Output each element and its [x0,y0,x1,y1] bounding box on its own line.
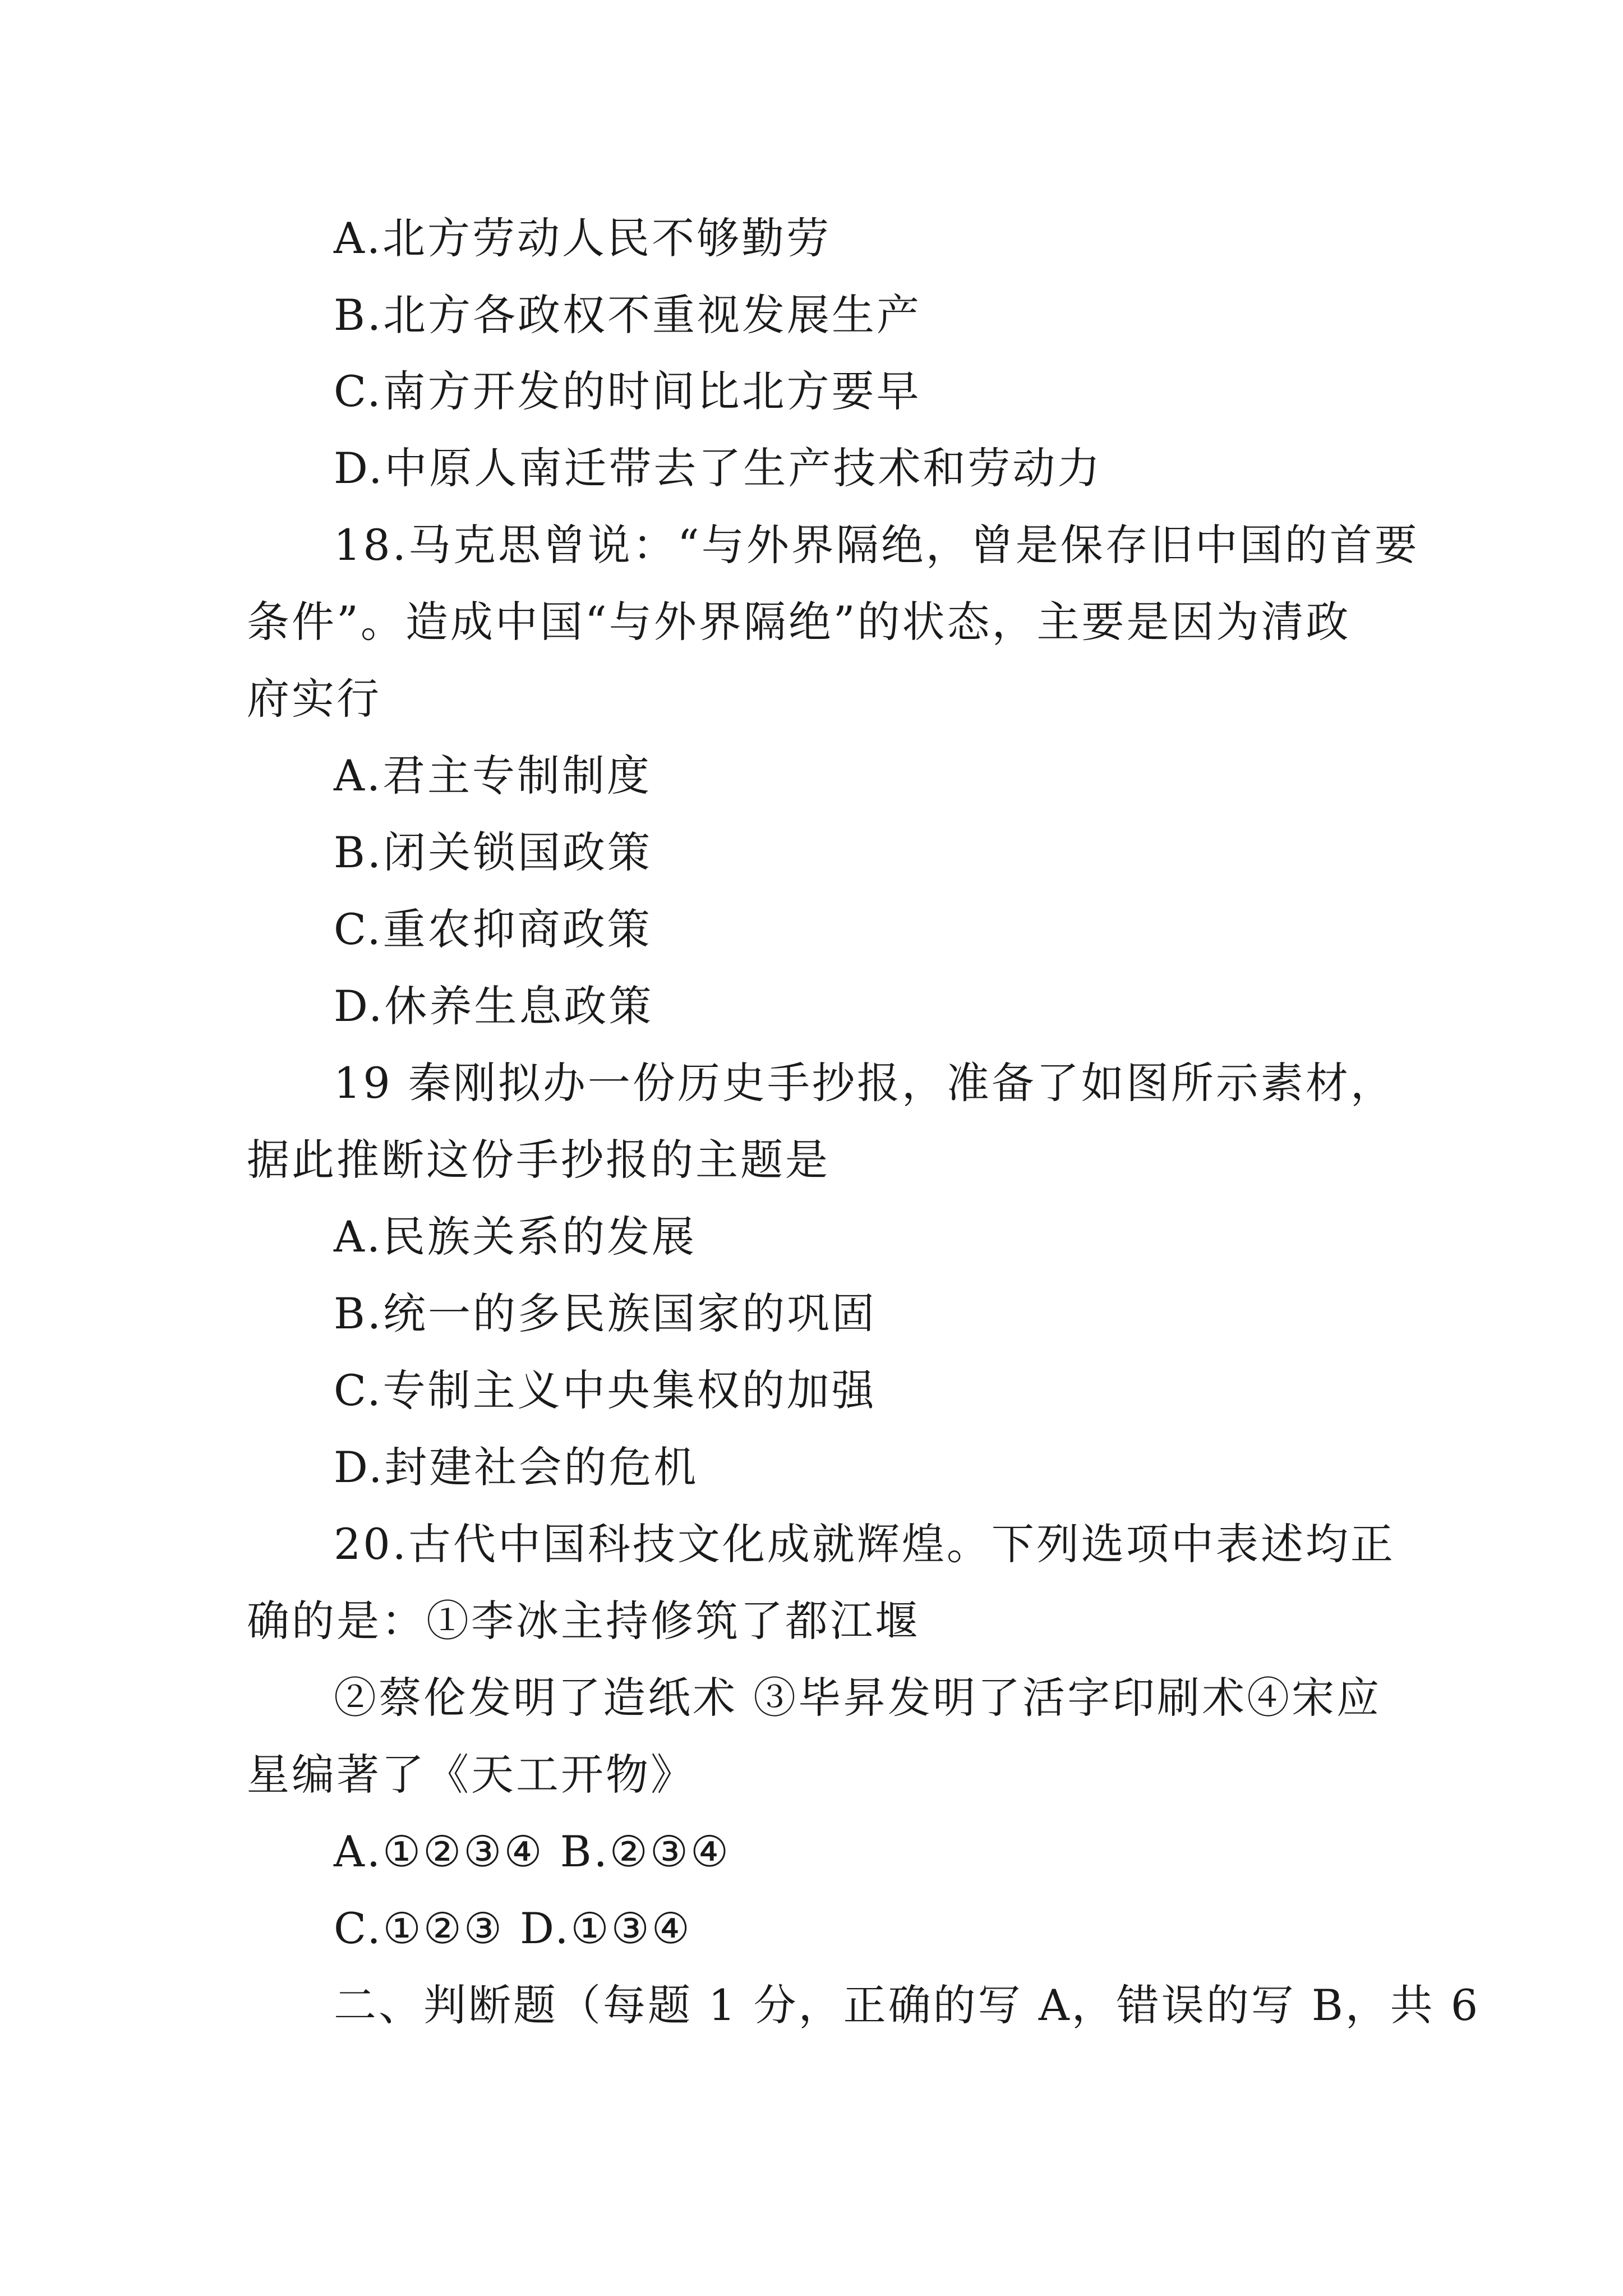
q19-option-c: C.专制主义中央集权的加强 [334,1365,877,1415]
q20-stem-line-2: 确的是：①李冰主持修筑了都江堰 [247,1596,920,1646]
q17-option-b: B.北方各政权不重视发展生产 [334,290,922,340]
q18-stem-line-3: 府实行 [247,674,381,724]
q17-option-a: A.北方劳动人民不够勤劳 [334,213,832,263]
q18-option-d: D.休养生息政策 [334,981,654,1031]
q18-stem-line-1: 18.马克思曾说：“与外界隔绝，曾是保存旧中国的首要 [334,520,1419,570]
q19-stem-line-2: 据此推断这份手抄报的主题是 [247,1135,830,1185]
q20-stem-line-3: ②蔡伦发明了造纸术 ③毕昇发明了活字印刷术④宋应 [334,1673,1382,1723]
q20-stem-line-4: 星编著了《天工开物》 [247,1750,695,1800]
q19-option-a: A.民族关系的发展 [334,1212,697,1262]
q18-option-c: C.重农抑商政策 [334,904,652,954]
q18-option-b: B.闭关锁国政策 [334,827,653,877]
q19-option-b: B.统一的多民族国家的巩固 [334,1289,877,1338]
q20-options-row-2: C.①②③ D.①③④ [334,1903,692,1953]
q18-option-a: A.君主专制制度 [334,751,652,800]
q19-stem-line-1: 19 秦刚拟办一份历史手抄报，准备了如图所示素材， [334,1058,1395,1108]
section-2-heading: 二、判断题（每题 1 分，正确的写 A，错误的写 B，共 6 [334,1980,1481,2030]
q17-option-d: D.中原人南迁带去了生产技术和劳动力 [334,443,1103,493]
q19-option-d: D.封建社会的危机 [334,1442,699,1492]
q17-option-c: C.南方开发的时间比北方要早 [334,366,921,416]
q18-stem-line-2: 条件”。造成中国“与外界隔绝”的状态，主要是因为清政 [247,597,1351,647]
q20-stem-line-1: 20.古代中国科技文化成就辉煌。下列选项中表述均正 [334,1519,1395,1569]
q20-options-row-1: A.①②③④ B.②③④ [334,1826,731,1876]
